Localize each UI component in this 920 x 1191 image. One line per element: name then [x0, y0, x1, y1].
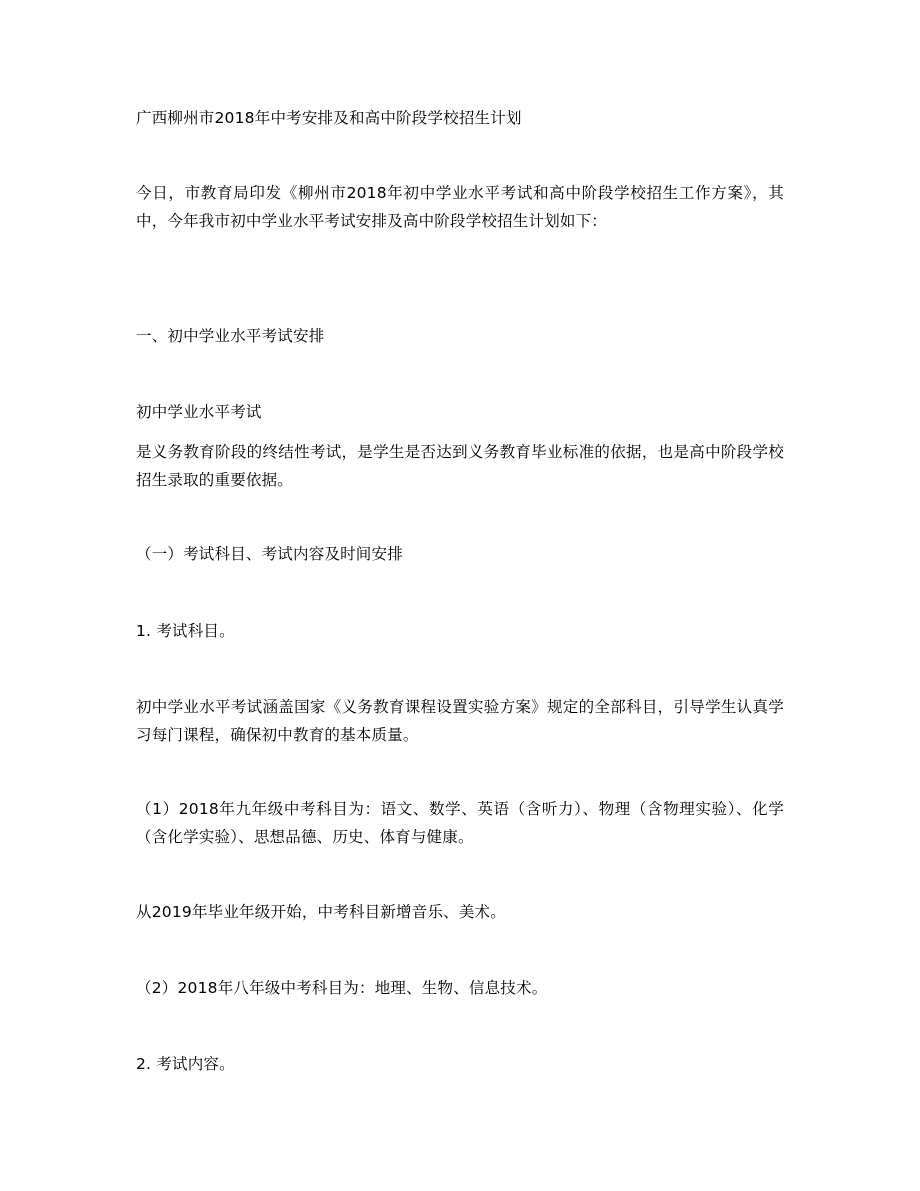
- item-heading: 1. 考试科目。: [136, 622, 235, 640]
- section-subheading: 初中学业水平考试: [136, 403, 262, 421]
- intro-paragraph: 今日，市教育局印发《柳州市2018年初中学业水平考试和高中阶段学校招生工作方案》，其中，今年我市初中学业水平考试安排及高中阶段学校招生计划如下：: [136, 184, 784, 230]
- item-body-paragraph: 初中学业水平考试涵盖国家《义务教育课程设置实验方案》规定的全部科目，引导学生认真学习每门课程，确保初中教育的基本质量。: [136, 698, 784, 744]
- section-body-paragraph: 是义务教育阶段的终结性考试，是学生是否达到义务教育毕业标准的依据，也是高中阶段学校招生录取的重要依据。: [136, 443, 784, 489]
- item-note-paragraph: 从2019年毕业年级开始，中考科目新增音乐、美术。: [136, 903, 506, 921]
- section-heading: 一、初中学业水平考试安排: [136, 327, 325, 345]
- item-heading: 2. 考试内容。: [136, 1055, 235, 1073]
- document-title: 广西柳州市2018年中考安排及和高中阶段学校招生计划: [136, 109, 522, 127]
- subsection-heading: （一）考试科目、考试内容及时间安排: [136, 545, 403, 563]
- item-point-paragraph: （1）2018年九年级中考科目为：语文、数学、英语（含听力）、物理（含物理实验）、化学（含化学实验）、思想品德、历史、体育与健康。: [136, 800, 784, 846]
- item-point-paragraph: （2）2018年八年级中考科目为：地理、生物、信息技术。: [136, 979, 548, 997]
